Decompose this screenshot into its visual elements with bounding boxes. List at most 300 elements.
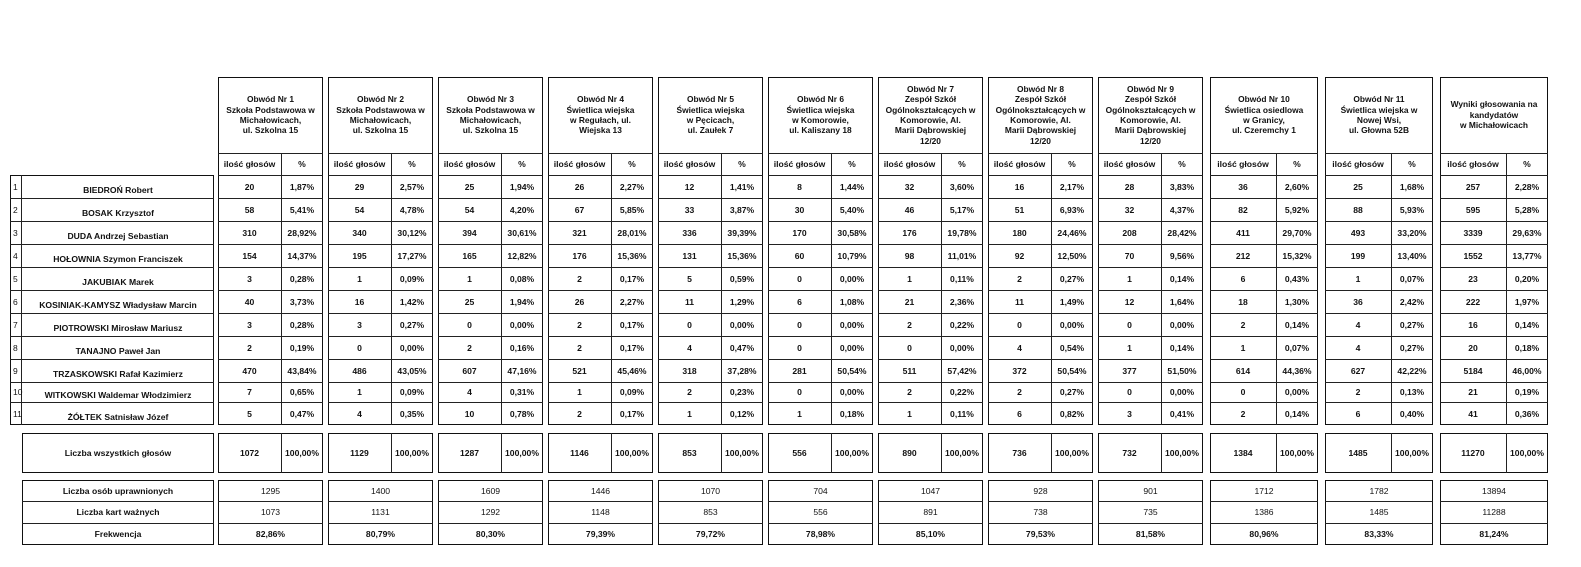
votes-cell: 20 [1468, 342, 1478, 353]
pct-cell: 0,00% [1169, 387, 1195, 397]
votes-cell: 2 [577, 408, 582, 419]
stat-value-cell: 735 [1143, 507, 1158, 517]
votes-cell: 3 [247, 319, 252, 330]
votes-cell: 3 [247, 273, 252, 284]
pct-cell: 5,17% [949, 204, 975, 215]
stat-value-cell: 1070 [700, 485, 721, 496]
pct-cell: 0,17% [619, 319, 645, 330]
pct-cell: 45,46% [617, 365, 647, 376]
pct-cell: 5,40% [839, 204, 865, 215]
row-number: 10 [13, 387, 23, 397]
pct-cell: 51,50% [1167, 365, 1197, 376]
stat-value-cell: 79,53% [1025, 529, 1056, 539]
stat-value-cell: 901 [1143, 485, 1158, 496]
votes-cell: 131 [682, 250, 697, 261]
votes-cell: 41 [1468, 408, 1478, 419]
pct-cell: 0,22% [949, 387, 975, 397]
votes-cell: 67 [574, 204, 585, 215]
stat-value-cell: 928 [1033, 485, 1048, 496]
pct-cell: 0,19% [1514, 387, 1540, 397]
votes-cell: 10 [464, 408, 475, 419]
pct-cell: 0,54% [1059, 342, 1085, 353]
total-pct-cell: 100,00% [505, 448, 539, 458]
stat-value-cell: 738 [1033, 507, 1048, 517]
pct-cell: 0,11% [950, 408, 974, 419]
pct-cell: 0,00% [729, 319, 755, 330]
votes-cell: 1552 [1463, 250, 1483, 261]
candidate-name: HOŁOWNIA Szymon Franciszek [53, 253, 183, 264]
total-pct-cell: 100,00% [945, 448, 979, 458]
pct-cell: 0,00% [1059, 319, 1085, 330]
total-pct-cell: 100,00% [1510, 448, 1544, 458]
votes-cell: 318 [682, 365, 697, 376]
votes-cell: 36 [1353, 296, 1363, 307]
pct-cell: 0,28% [289, 319, 315, 330]
votes-cell: 0 [1017, 319, 1022, 330]
pct-cell: 30,58% [837, 227, 867, 238]
pct-cell: 4,20% [509, 204, 535, 215]
votes-cell: 32 [904, 181, 915, 192]
votes-cell: 29 [354, 181, 365, 192]
total-votes-cell: 736 [1012, 448, 1027, 458]
votes-cell: 60 [794, 250, 805, 261]
votes-cell: 2 [467, 342, 472, 353]
pct-cell: 0,31% [509, 387, 535, 397]
stat-value-cell: 1073 [260, 507, 281, 517]
total-pct-cell: 100,00% [615, 448, 649, 458]
pct-cell: 1,87% [289, 181, 315, 192]
votes-cell: 32 [1124, 204, 1135, 215]
pct-cell: 12,82% [507, 250, 537, 261]
pct-cell: 5,28% [1514, 204, 1540, 215]
pct-cell: 1,41% [729, 181, 755, 192]
votes-cell: 0 [797, 319, 802, 330]
votes-cell: 394 [462, 227, 477, 238]
pct-cell: 0,36% [1514, 408, 1540, 419]
pct-cell: 0,17% [619, 342, 645, 353]
pct-cell: 0,65% [289, 387, 315, 397]
pct-subheader: % [518, 159, 526, 169]
pct-cell: 0,17% [619, 273, 645, 284]
votes-cell: 470 [242, 365, 257, 376]
total-pct-cell: 100,00% [1395, 448, 1429, 458]
pct-subheader: % [628, 159, 636, 169]
votes-cell: 4 [357, 408, 362, 419]
votes-subheader: ilość głosów [993, 159, 1046, 169]
pct-cell: 1,08% [839, 296, 865, 307]
votes-cell: 321 [572, 227, 587, 238]
stat-value-cell: 1295 [260, 485, 281, 496]
votes-cell: 176 [902, 227, 917, 238]
pct-cell: 0,19% [289, 342, 315, 353]
pct-cell: 0,27% [1059, 273, 1085, 284]
pct-cell: 33,20% [1397, 227, 1427, 238]
votes-cell: 4 [1355, 342, 1361, 353]
votes-cell: 0 [1127, 319, 1132, 330]
candidate-name: WITKOWSKI Waldemar Włodzimierz [44, 390, 192, 400]
votes-cell: 0 [467, 319, 472, 330]
votes-cell: 6 [1240, 273, 1246, 284]
pct-cell: 13,40% [1397, 250, 1427, 261]
votes-cell: 511 [902, 365, 917, 376]
votes-cell: 21 [904, 296, 915, 307]
pct-cell: 0,00% [1284, 387, 1310, 397]
votes-cell: 0 [797, 273, 802, 284]
stat-value-cell: 83,33% [1364, 529, 1394, 539]
pct-cell: 1,42% [399, 296, 425, 307]
pct-cell: 5,85% [619, 204, 645, 215]
pct-cell: 2,17% [1059, 181, 1085, 192]
pct-subheader: % [1293, 159, 1301, 169]
votes-cell: 36 [1238, 181, 1248, 192]
stat-value-cell: 1609 [480, 485, 501, 496]
votes-cell: 281 [792, 365, 807, 376]
votes-cell: 2 [247, 342, 252, 353]
row-number: 8 [13, 342, 18, 353]
district-header: Obwód Nr 11 Świetlica wiejska w Nowej Wsi, ul. Głowna 52B [1340, 94, 1418, 136]
votes-cell: 1 [1127, 273, 1132, 284]
pct-cell: 0,14% [1169, 342, 1195, 353]
pct-subheader: % [408, 159, 416, 169]
pct-cell: 57,42% [947, 365, 977, 376]
candidate-name: BOSAK Krzysztof [81, 207, 155, 218]
pct-cell: 42,22% [1397, 365, 1427, 376]
pct-cell: 2,42% [1399, 296, 1425, 307]
pct-subheader: % [1068, 159, 1076, 169]
pct-cell: 30,61% [507, 227, 537, 238]
pct-cell: 30,12% [397, 227, 427, 238]
candidate-name: TRZASKOWSKI Rafał Kazimierz [53, 368, 183, 379]
votes-cell: 521 [572, 365, 587, 376]
pct-cell: 1,68% [1399, 181, 1425, 192]
votes-cell: 16 [354, 296, 365, 307]
votes-cell: 20 [244, 181, 255, 192]
pct-cell: 39,39% [727, 227, 757, 238]
votes-cell: 199 [1350, 250, 1366, 261]
votes-cell: 170 [792, 227, 807, 238]
pct-cell: 37,28% [727, 365, 757, 376]
stat-value-cell: 704 [813, 485, 828, 496]
votes-cell: 614 [1235, 365, 1251, 376]
votes-cell: 1 [797, 408, 802, 419]
pct-cell: 11,01% [947, 250, 977, 261]
votes-cell: 33 [684, 204, 695, 215]
votes-cell: 1 [357, 273, 362, 284]
pct-cell: 0,27% [1059, 387, 1085, 397]
pct-subheader: % [848, 159, 856, 169]
pct-cell: 6,93% [1059, 204, 1085, 215]
total-pct-cell: 100,00% [285, 448, 319, 458]
row-number: 3 [13, 227, 18, 238]
stat-value-cell: 79,39% [585, 529, 616, 539]
stat-value-cell: 13894 [1482, 485, 1506, 496]
district-header: Obwód Nr 1 Szkoła Podstawowa w Michałowicach, ul. Szkolna 15 [226, 94, 315, 136]
pct-cell: 1,64% [1169, 296, 1195, 307]
candidate-name: ŻÓŁTEK Satnisław Józef [67, 411, 169, 422]
stat-value-cell: 556 [813, 507, 828, 517]
total-votes-cell: 1287 [459, 448, 480, 458]
pct-cell: 9,56% [1169, 250, 1195, 261]
candidate-name: DUDA Andrzej Sebastian [67, 230, 169, 241]
votes-cell: 595 [1465, 204, 1481, 215]
votes-cell: 98 [904, 250, 915, 261]
votes-cell: 176 [572, 250, 587, 261]
pct-cell: 17,27% [397, 250, 427, 261]
district-header: Obwód Nr 10 Świetlica osiedlowa w Granicy, ul. Czeremchy 1 [1224, 94, 1304, 136]
pct-cell: 28,01% [617, 227, 647, 238]
total-pct-cell: 100,00% [1055, 448, 1089, 458]
pct-cell: 4,37% [1169, 204, 1195, 215]
stat-value-cell: 1131 [371, 507, 390, 517]
total-votes-cell: 11270 [1461, 448, 1485, 458]
pct-cell: 15,32% [1282, 250, 1312, 261]
pct-cell: 0,08% [509, 273, 535, 284]
votes-cell: 2 [1017, 387, 1022, 397]
row-number: 5 [13, 273, 18, 284]
votes-subheader: ilość głosów [773, 159, 826, 169]
votes-cell: 58 [244, 204, 255, 215]
stat-value-cell: 1386 [1254, 507, 1274, 517]
pct-cell: 24,46% [1057, 227, 1087, 238]
total-votes-cell: 1146 [570, 448, 589, 458]
votes-cell: 4 [687, 342, 692, 353]
total-votes-cell: 890 [902, 448, 917, 458]
votes-cell: 28 [1124, 181, 1135, 192]
row-number: 7 [13, 319, 18, 330]
pct-cell: 13,77% [1512, 250, 1542, 261]
district-header: Obwód Nr 6 Świetlica wiejska w Komorowie, ul. Kaliszany 18 [786, 94, 855, 136]
pct-cell: 0,14% [1514, 319, 1540, 330]
votes-cell: 1 [1355, 273, 1361, 284]
votes-cell: 1 [1127, 342, 1132, 353]
votes-cell: 30 [794, 204, 805, 215]
total-votes-cell: 1384 [1233, 448, 1253, 458]
total-pct-cell: 100,00% [1165, 448, 1199, 458]
votes-cell: 2 [1355, 387, 1361, 397]
pct-cell: 0,11% [950, 273, 974, 284]
pct-cell: 0,00% [839, 319, 865, 330]
pct-cell: 1,29% [729, 296, 755, 307]
votes-cell: 2 [1240, 408, 1246, 419]
pct-cell: 1,44% [839, 181, 865, 192]
votes-cell: 1 [577, 387, 582, 397]
pct-cell: 44,36% [1282, 365, 1312, 376]
stat-value-cell: 1047 [920, 485, 941, 496]
votes-cell: 54 [464, 204, 475, 215]
pct-cell: 1,94% [509, 296, 535, 307]
stat-value-cell: 891 [923, 507, 938, 517]
pct-cell: 0,41% [1169, 408, 1195, 419]
votes-cell: 0 [797, 387, 802, 397]
pct-cell: 0,07% [1399, 273, 1425, 284]
pct-cell: 0,47% [289, 408, 315, 419]
pct-cell: 1,97% [1514, 296, 1540, 307]
votes-cell: 3 [357, 319, 362, 330]
votes-cell: 208 [1122, 227, 1137, 238]
pct-cell: 0,47% [729, 342, 755, 353]
stat-value-cell: 85,10% [915, 529, 946, 539]
votes-cell: 1 [687, 408, 692, 419]
pct-cell: 0,13% [1399, 387, 1425, 397]
votes-cell: 5 [247, 408, 252, 419]
votes-cell: 0 [1127, 387, 1132, 397]
votes-cell: 12 [684, 181, 695, 192]
pct-cell: 0,00% [1169, 319, 1195, 330]
pct-cell: 0,14% [1284, 408, 1310, 419]
votes-cell: 2 [907, 387, 912, 397]
votes-cell: 25 [1353, 181, 1363, 192]
candidate-name: PIOTROWSKI Mirosław Mariusz [53, 322, 183, 333]
votes-subheader: ilość głosów [1332, 159, 1384, 169]
votes-cell: 4 [1017, 342, 1022, 353]
stat-value-cell: 11288 [1482, 507, 1506, 517]
votes-cell: 1 [1240, 342, 1246, 353]
district-header: Wyniki głosowania na kandydatów w Michałowicach [1450, 99, 1538, 131]
row-number: 4 [13, 250, 18, 261]
votes-cell: 54 [354, 204, 365, 215]
stat-value-cell: 853 [703, 507, 718, 517]
votes-cell: 1 [467, 273, 472, 284]
votes-cell: 2 [1240, 319, 1246, 330]
votes-cell: 11 [1014, 296, 1025, 307]
pct-cell: 5,41% [289, 204, 315, 215]
pct-cell: 0,00% [949, 342, 975, 353]
votes-cell: 1 [907, 273, 912, 284]
votes-cell: 372 [1012, 365, 1027, 376]
pct-cell: 0,17% [619, 408, 645, 419]
district-header: Obwód Nr 9 Zespół Szkół Ogólnokształcących w Komorowie, Al. Marii Dąbrowskiej 12/20 [1105, 83, 1196, 146]
votes-subheader: ilość głosów [1217, 159, 1269, 169]
votes-cell: 1 [357, 387, 362, 397]
votes-cell: 0 [1240, 387, 1246, 397]
votes-cell: 16 [1468, 319, 1478, 330]
votes-cell: 212 [1235, 250, 1251, 261]
pct-cell: 5,93% [1399, 204, 1425, 215]
total-votes-cell: 853 [682, 448, 697, 458]
row-number: 1 [13, 181, 18, 192]
votes-cell: 377 [1122, 365, 1137, 376]
pct-cell: 0,12% [729, 408, 755, 419]
candidate-name: KOSINIAK-KAMYSZ Władysław Marcin [39, 299, 197, 310]
votes-cell: 6 [1355, 408, 1361, 419]
pct-cell: 0,00% [509, 319, 535, 330]
votes-cell: 493 [1350, 227, 1366, 238]
votes-cell: 12 [1124, 296, 1135, 307]
pct-cell: 2,27% [619, 181, 645, 192]
row-number: 6 [13, 296, 18, 307]
stat-value-cell: 80,30% [475, 529, 506, 539]
totals-label: Liczba wszystkich głosów [64, 448, 172, 458]
stat-label: Frekwencja [94, 529, 142, 539]
pct-cell: 43,05% [397, 365, 427, 376]
pct-cell: 2,28% [1514, 181, 1540, 192]
total-pct-cell: 100,00% [395, 448, 429, 458]
stat-value-cell: 1485 [1369, 507, 1389, 517]
pct-cell: 0,16% [509, 342, 535, 353]
row-number: 2 [13, 204, 18, 215]
district-header: Obwód Nr 7 Zespół Szkół Ogólnokształcących w Komorowie, Al. Marii Dąbrowskiej 12/20 [885, 83, 976, 146]
total-votes-cell: 556 [792, 448, 807, 458]
stat-value-cell: 80,96% [1249, 529, 1279, 539]
votes-cell: 46 [904, 204, 915, 215]
pct-cell: 2,60% [1284, 181, 1310, 192]
votes-subheader: ilość głosów [1103, 159, 1156, 169]
votes-cell: 4 [1355, 319, 1361, 330]
pct-cell: 46,00% [1512, 365, 1542, 376]
votes-cell: 2 [687, 387, 692, 397]
votes-cell: 8 [797, 181, 802, 192]
votes-cell: 6 [1017, 408, 1022, 419]
pct-cell: 3,73% [289, 296, 315, 307]
pct-cell: 3,87% [729, 204, 755, 215]
votes-cell: 21 [1468, 387, 1478, 397]
votes-cell: 6 [797, 296, 802, 307]
pct-cell: 0,40% [1399, 408, 1425, 419]
votes-cell: 16 [1014, 181, 1025, 192]
pct-cell: 3,60% [949, 181, 975, 192]
pct-cell: 1,49% [1059, 296, 1085, 307]
pct-cell: 0,00% [839, 387, 865, 397]
district-header: Obwód Nr 3 Szkoła Podstawowa w Michałowicach, ul. Szkolna 15 [446, 94, 535, 136]
votes-cell: 340 [352, 227, 367, 238]
votes-cell: 310 [242, 227, 257, 238]
votes-cell: 70 [1124, 250, 1135, 261]
pct-cell: 28,42% [1167, 227, 1197, 238]
pct-cell: 0,35% [399, 408, 425, 419]
pct-cell: 50,54% [837, 365, 867, 376]
total-pct-cell: 100,00% [725, 448, 759, 458]
district-header: Obwód Nr 8 Zespół Szkół Ogólnokształcących w Komorowie, Al. Marii Dąbrowskiej 12/20 [995, 83, 1086, 146]
pct-cell: 12,50% [1057, 250, 1087, 261]
votes-subheader: ilość głosów [883, 159, 936, 169]
pct-cell: 0,82% [1059, 408, 1085, 419]
pct-cell: 0,27% [399, 319, 425, 330]
votes-cell: 0 [357, 342, 362, 353]
pct-cell: 19,78% [947, 227, 977, 238]
votes-subheader: ilość głosów [553, 159, 606, 169]
votes-cell: 180 [1012, 227, 1027, 238]
votes-cell: 3 [1127, 408, 1132, 419]
pct-cell: 0,14% [1169, 273, 1195, 284]
pct-subheader: % [1178, 159, 1186, 169]
votes-cell: 82 [1238, 204, 1248, 215]
votes-cell: 2 [577, 342, 582, 353]
pct-cell: 0,00% [399, 342, 425, 353]
pct-subheader: % [738, 159, 746, 169]
pct-cell: 43,84% [287, 365, 317, 376]
pct-cell: 0,07% [1284, 342, 1310, 353]
votes-cell: 7 [247, 387, 252, 397]
pct-cell: 0,27% [1399, 342, 1425, 353]
pct-subheader: % [1523, 159, 1531, 169]
total-pct-cell: 100,00% [1280, 448, 1314, 458]
pct-cell: 0,00% [839, 342, 865, 353]
votes-cell: 165 [462, 250, 477, 261]
votes-cell: 4 [467, 387, 472, 397]
votes-cell: 607 [462, 365, 477, 376]
pct-cell: 47,16% [507, 365, 537, 376]
stat-value-cell: 78,98% [805, 529, 836, 539]
pct-cell: 0,00% [839, 273, 865, 284]
pct-cell: 28,92% [287, 227, 317, 238]
candidate-name: BIEDROŃ Robert [83, 184, 153, 195]
votes-cell: 1 [907, 408, 912, 419]
stat-value-cell: 1292 [480, 507, 501, 517]
stat-value-cell: 81,24% [1479, 529, 1509, 539]
stat-label: Liczba kart ważnych [76, 507, 160, 517]
total-votes-cell: 1485 [1348, 448, 1368, 458]
votes-cell: 11 [684, 296, 695, 307]
